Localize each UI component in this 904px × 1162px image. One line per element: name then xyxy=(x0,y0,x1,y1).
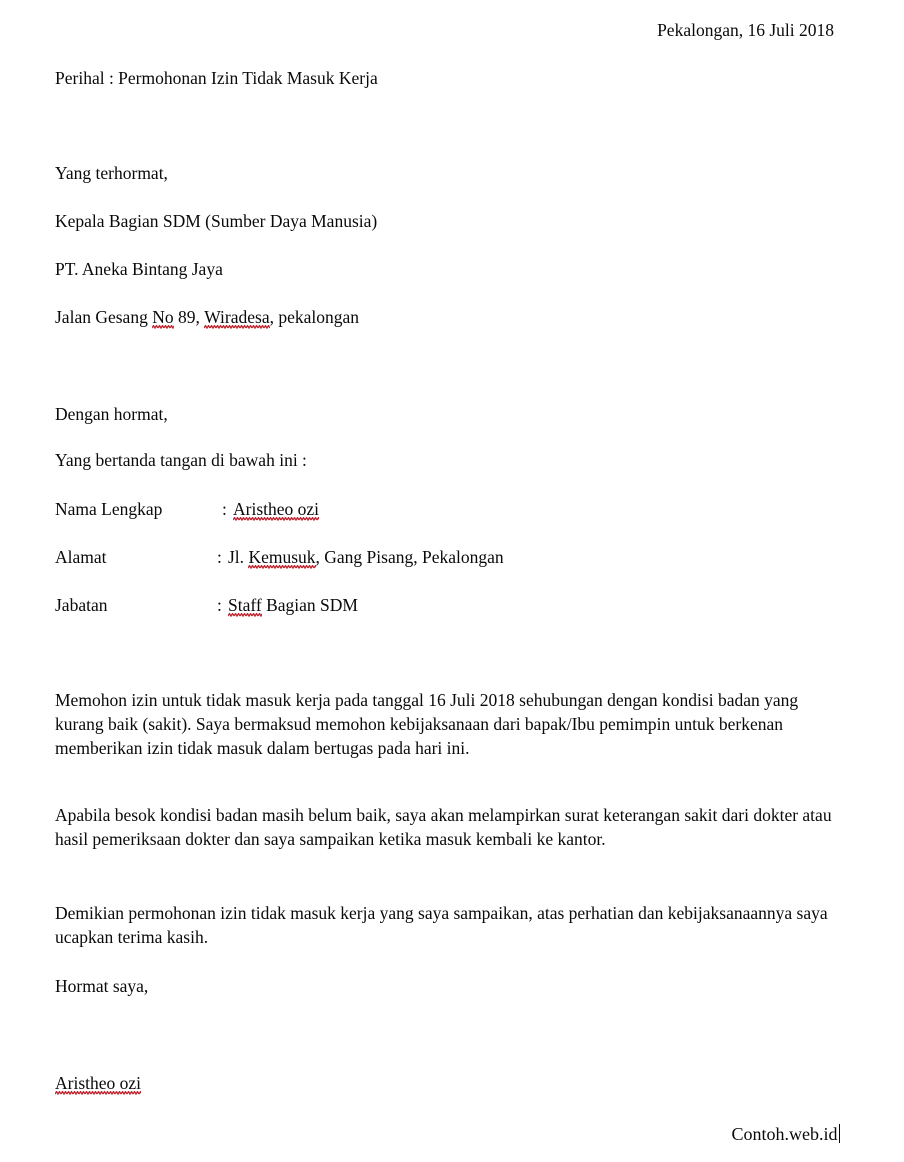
address-suffix: , pekalongan xyxy=(269,307,360,327)
identity-value-name-misspelling: Aristheo ozi xyxy=(233,499,320,519)
recipient-company: PT. Aneka Bintang Jaya xyxy=(55,259,223,279)
subject-line: Perihal : Permohonan Izin Tidak Masuk Kerja xyxy=(55,68,378,88)
identity-colon-position: : xyxy=(217,595,222,615)
identity-label-name: Nama Lengkap xyxy=(55,499,163,519)
identity-value-position-misspelling: Staff xyxy=(228,595,262,615)
identity-colon-address: : xyxy=(217,547,222,567)
address-prefix: Jalan Gesang xyxy=(55,307,153,327)
identity-row-name xyxy=(55,497,320,521)
body-paragraph-3: Demikian permohonan izin tidak masuk kerja yang saya sampaikan, atas perhatian dan kebijaksanaannya saya ucapkan terima kasih. xyxy=(55,903,828,947)
recipient-salutation: Yang terhormat, xyxy=(55,163,168,183)
signature-name xyxy=(55,1071,141,1095)
watermark xyxy=(732,1122,841,1146)
recipient-address xyxy=(55,305,359,329)
identity-row-address xyxy=(55,545,504,569)
watermark-text: Contoh.web.id xyxy=(731,1124,838,1144)
date-line: Pekalongan, 16 Juli 2018 xyxy=(657,20,834,40)
identity-value-address-rest: , Gang Pisang, Pekalongan xyxy=(315,547,504,567)
identity-label-address: Alamat xyxy=(55,547,107,567)
identity-value-address-prefix: Jl. xyxy=(228,547,249,567)
recipient-department: Kepala Bagian SDM (Sumber Daya Manusia) xyxy=(55,211,378,231)
intro-line: Yang bertanda tangan di bawah ini : xyxy=(55,450,307,470)
body-paragraph-1: Memohon izin untuk tidak masuk kerja pada tanggal 16 Juli 2018 sehubungan dengan kondisi badan yang kurang baik (sakit). Saya bermaksud memohon kebijaksanaan dari bapak/Ibu pemimpin untuk berkenan memberikan izin tidak masuk dalam bertugas pada hari ini. xyxy=(55,690,799,758)
identity-value-position-rest: Bagian SDM xyxy=(261,595,358,615)
address-misspelling-wiradesa: Wiradesa xyxy=(204,307,270,327)
valediction: Hormat saya, xyxy=(55,976,149,996)
identity-value-position xyxy=(228,593,358,617)
identity-value-address xyxy=(228,545,504,569)
address-misspelling-no: No xyxy=(152,307,174,327)
signature-name-misspelling: Aristheo ozi xyxy=(55,1073,142,1093)
identity-value-name xyxy=(233,497,319,521)
greeting: Dengan hormat, xyxy=(55,404,168,424)
identity-label-position: Jabatan xyxy=(55,595,108,615)
identity-colon-name: : xyxy=(222,499,227,519)
text-cursor-icon xyxy=(839,1124,841,1143)
identity-row-position xyxy=(55,593,358,617)
address-middle: 89, xyxy=(173,307,205,327)
body-paragraph-2: Apabila besok kondisi badan masih belum baik, saya akan melampirkan surat keterangan sakit dari dokter atau hasil pemeriksaan dokter dan saya sampaikan ketika masuk kembali ke kantor. xyxy=(55,805,832,849)
identity-value-address-misspelling: Kemusuk xyxy=(248,547,316,567)
